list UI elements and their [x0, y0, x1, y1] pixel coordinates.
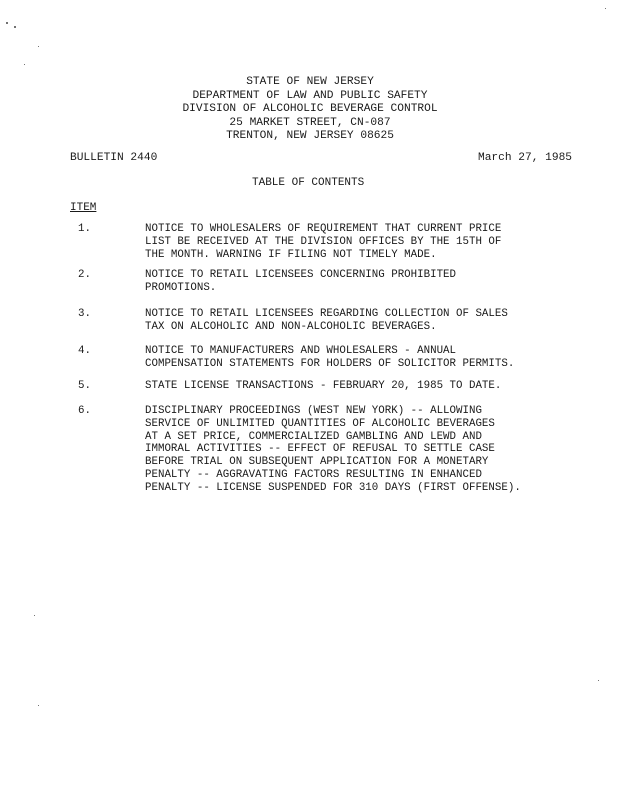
bulletin-number: BULLETIN 2440 [70, 152, 158, 164]
entry-line: NOTICE TO WHOLESALERS OF REQUIREMENT THAT CURRENT PRICE [145, 223, 502, 235]
scan-speck [24, 64, 25, 65]
entry-text [145, 223, 501, 261]
entry-line: IMMORAL ACTIVITIES -- EFFECT OF REFUSAL TO SETTLE CASE [145, 443, 495, 456]
header-department: DEPARTMENT OF LAW AND PUBLIC SAFETY [192, 89, 428, 102]
header-division: DIVISION OF ALCOHOLIC BEVERAGE CONTROL [182, 103, 438, 116]
entry-text [145, 380, 501, 393]
entry-number: 6. [78, 405, 91, 417]
scan-speck [14, 26, 16, 28]
entry-line: THE MONTH. WARNING IF FILING NOT TIMELY MADE. [145, 248, 437, 261]
entry-text [145, 405, 521, 495]
entry-line: NOTICE TO RETAIL LICENSEES REGARDING COLLECTION OF SALES [145, 308, 508, 320]
entry-line: PENALTY -- AGGRAVATING FACTORS RESULTING IN ENHANCED [145, 468, 482, 481]
entry-text [145, 308, 508, 334]
entry-line: DISCIPLINARY PROCEEDINGS (WEST NEW YORK) -- ALLOWING [145, 405, 482, 417]
entry-line: PROMOTIONS. [145, 281, 217, 294]
scan-speck [38, 46, 39, 47]
letterhead [150, 76, 470, 144]
scan-speck [34, 615, 35, 616]
entry-line: COMPENSATION STATEMENTS FOR HOLDERS OF SOLICITOR PERMITS. [145, 357, 515, 370]
item-heading: ITEM [70, 202, 97, 214]
scan-speck [38, 705, 39, 706]
entry-number: 3. [78, 308, 91, 320]
entry-text [145, 345, 514, 371]
entry-line: NOTICE TO RETAIL LICENSEES CONCERNING PROHIBITED [145, 269, 457, 281]
entry-number: 1. [78, 223, 91, 235]
entry-line: LIST BE RECEIVED AT THE DIVISION OFFICES BY THE 15TH OF [145, 235, 502, 248]
header-city: TRENTON, NEW JERSEY 08625 [226, 130, 394, 143]
entry-line: AT A SET PRICE, COMMERCIALIZED GAMBLING AND LEWD AND [145, 430, 482, 443]
entry-line: SERVICE OF UNLIMITED QUANTITIES OF ALCOHOLIC BEVERAGES [145, 417, 495, 430]
entry-line: TAX ON ALCOHOLIC AND NON-ALCOHOLIC BEVERAGES. [145, 320, 437, 333]
header-state: STATE OF NEW JERSEY [246, 76, 374, 88]
entry-line: PENALTY -- LICENSE SUSPENDED FOR 310 DAYS (FIRST OFFENSE). [145, 481, 521, 494]
entry-number: 5. [78, 380, 91, 392]
entry-line: NOTICE TO MANUFACTURERS AND WHOLESALERS - ANNUAL [145, 345, 457, 357]
header-street: 25 MARKET STREET, CN-087 [229, 116, 391, 129]
scan-speck [6, 22, 8, 24]
bulletin-date: March 27, 1985 [478, 152, 572, 164]
entry-line: STATE LICENSE TRANSACTIONS - FEBRUARY 20, 1985 TO DATE. [145, 380, 502, 392]
scan-speck [598, 680, 599, 681]
toc-title: TABLE OF CONTENTS [252, 177, 365, 189]
entry-number: 2. [78, 269, 91, 281]
entry-text [145, 269, 456, 295]
scan-speck [605, 8, 606, 9]
entry-number: 4. [78, 345, 91, 357]
entry-line: BEFORE TRIAL ON SUBSEQUENT APPLICATION FOR A MONETARY [145, 456, 489, 469]
